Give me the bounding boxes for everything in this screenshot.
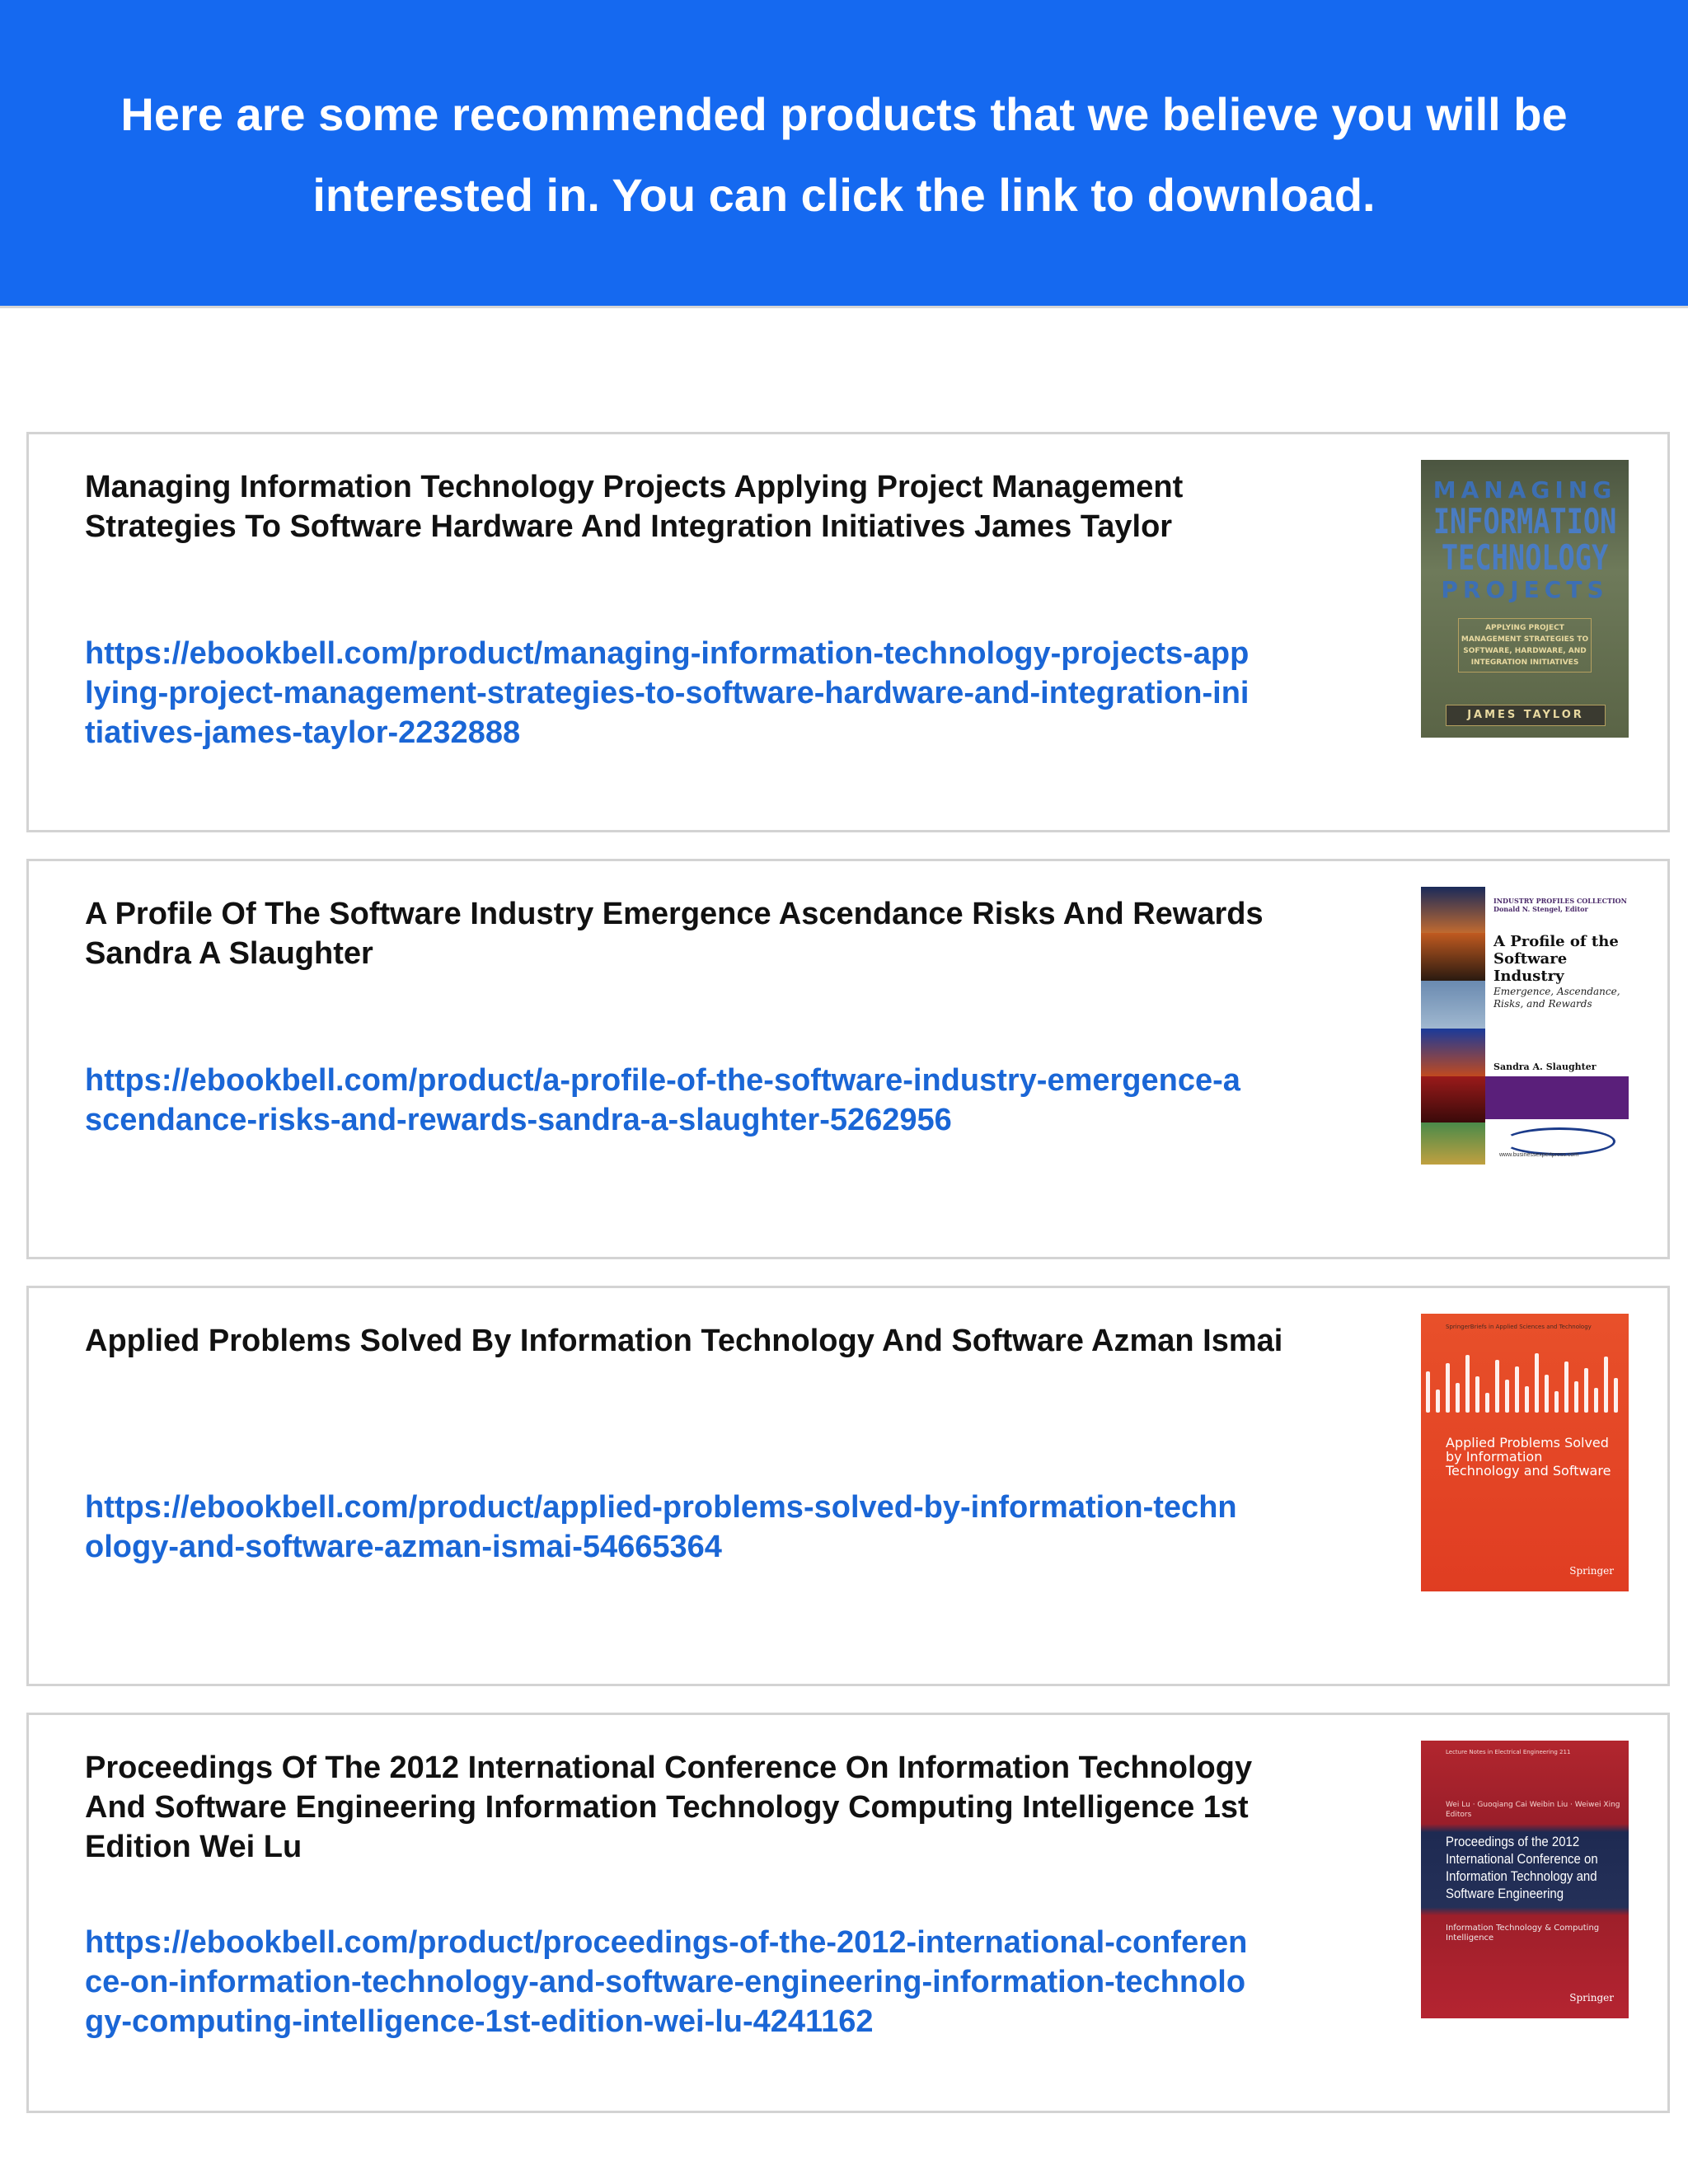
book-cover[interactable] — [1421, 887, 1629, 1165]
cover-text: APPLYING PROJECT MANAGEMENT STRATEGIES TO SOFTWARE, HARDWARE, AND INTEGRATION INITIATIVES — [1458, 618, 1592, 673]
product-download-link[interactable]: https://ebookbell.com/product/a-profile-of-the-software-industry-emergence-ascendance-risks-and-rewards-sandra-a-slaughter-5262956 — [85, 1063, 1240, 1137]
cover-publisher: Springer — [1569, 1565, 1614, 1577]
cover-band — [1485, 1076, 1629, 1119]
cover-publisher: Springer — [1569, 1992, 1614, 2004]
product-title: Proceedings Of The 2012 International Conference On Information Technology And Software Engineering Information Technology Computing Intelligence 1st Edition Wei Lu — [85, 1750, 1253, 1864]
cover-text: www.businessexpertpress.com — [1499, 1152, 1579, 1158]
cover-text: Emergence, Ascendance, Risks, and Rewards — [1493, 986, 1620, 1010]
cover-photo — [1421, 1029, 1485, 1076]
cover-text: SpringerBriefs in Applied Sciences and Technology — [1446, 1324, 1592, 1330]
cover-title: Applied Problems Solved by Information Technology and Software — [1446, 1435, 1611, 1479]
book-cover[interactable] — [1421, 460, 1629, 738]
product-card — [26, 1286, 1670, 1686]
cover-author: Sandra A. Slaughter — [1493, 1062, 1597, 1072]
product-download-link[interactable]: https://ebookbell.com/product/applied-problems-solved-by-information-technology-and-software-azman-ismai-54665364 — [85, 1490, 1237, 1564]
cover-text: MANAGING — [1432, 476, 1617, 504]
cover-text: INFORMATION TECHNOLOGY — [1432, 501, 1617, 578]
publisher-logo-icon — [1503, 1127, 1615, 1155]
cover-photo — [1421, 933, 1485, 981]
cover-title: Proceedings of the 2012 International Conference on Information Technology and Software Engineering — [1446, 1834, 1598, 1901]
cover-text: Wei Lu · Guoqiang Cai Weibin Liu · Weiwei Xing Editors — [1446, 1801, 1620, 1819]
product-card — [26, 432, 1670, 832]
cover-photo — [1421, 981, 1485, 1029]
product-download-link[interactable]: https://ebookbell.com/product/managing-information-technology-projects-applying-project-management-strategies-to-software-hardware-and-integration-initiatives-james-taylor-2232888 — [85, 636, 1250, 750]
book-cover[interactable] — [1421, 1314, 1629, 1591]
product-card — [26, 859, 1670, 1259]
cover-title: A Profile of the Software Industry — [1493, 933, 1619, 985]
cover-author: JAMES TAYLOR — [1446, 705, 1606, 726]
banner-text: Here are some recommended products that we believe you will be interested in. You can click the link to download. — [120, 87, 1568, 221]
cover-pattern-icon — [1421, 1347, 1629, 1429]
cover-text: Information Technology & Computing Intelligence — [1446, 1924, 1600, 1943]
book-cover[interactable] — [1421, 1741, 1629, 2018]
cover-photo — [1421, 887, 1485, 933]
recommendation-banner — [0, 0, 1688, 308]
cover-photo — [1421, 1076, 1485, 1122]
cover-photo — [1421, 1122, 1485, 1165]
cover-text: PROJECTS — [1441, 576, 1609, 603]
product-title: Managing Information Technology Projects Applying Project Management Strategies To Software Hardware And Integration Initiatives James Taylor — [85, 470, 1184, 544]
cover-text: INDUSTRY PROFILES COLLECTION Donald N. Stengel, Editor — [1493, 897, 1627, 913]
product-title: A Profile Of The Software Industry Emergence Ascendance Risks And Rewards Sandra A Slaughter — [85, 897, 1264, 971]
product-download-link[interactable]: https://ebookbell.com/product/proceedings-of-the-2012-international-conference-on-information-technology-and-software-engineering-information-technology-computing-intelligence-1st-edition-wei-lu-4241162 — [85, 1925, 1248, 2039]
product-card — [26, 1713, 1670, 2113]
cover-text: Lecture Notes in Electrical Engineering 211 — [1446, 1749, 1571, 1755]
product-title: Applied Problems Solved By Information Technology And Software Azman Ismai — [85, 1324, 1283, 1358]
